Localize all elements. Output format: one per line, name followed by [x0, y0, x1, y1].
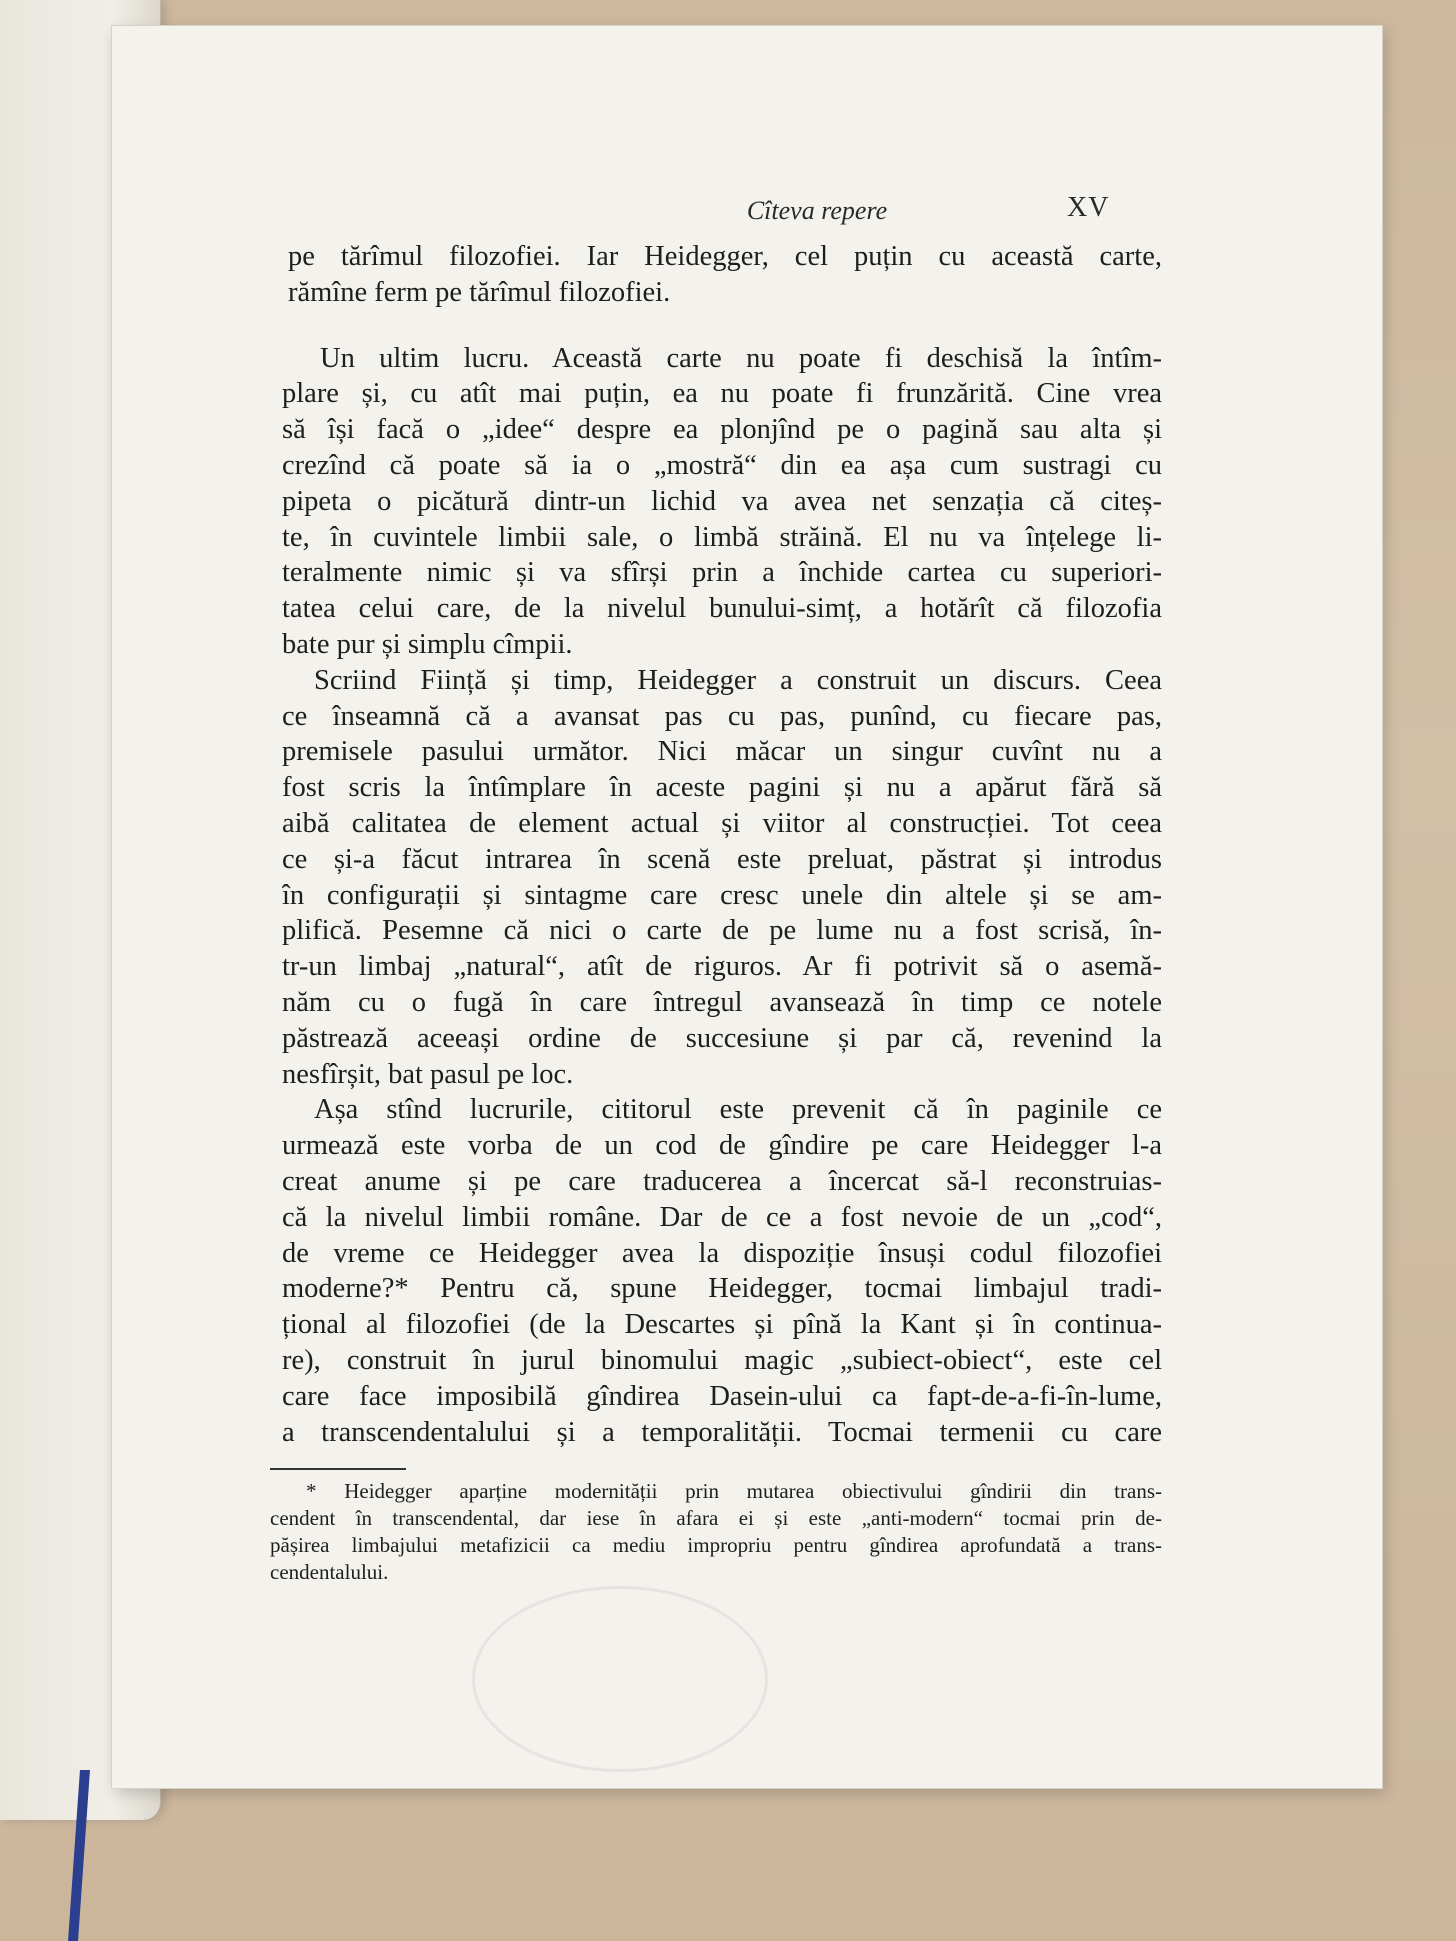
footnote-line: * Heidegger aparține modernității prin mutarea obiectivului gîndirii din trans- [306, 1479, 1162, 1503]
text-line: să își facă o „idee“ despre ea plonjînd pe o pagină sau alta și [282, 414, 1162, 446]
text-line: păstrează aceeași ordine de succesiune și par că, revenind la [282, 1022, 1162, 1054]
text-line: Scriind Ființă și timp, Heidegger a construit un discurs. Ceea [314, 664, 1162, 696]
footnote-rule [270, 1468, 406, 1470]
running-title: Cîteva repere [746, 196, 888, 225]
text-line: ce înseamnă că a avansat pas cu pas, punînd, cu fiecare pas, [282, 700, 1162, 732]
text-line: tr-un limbaj „natural“, atît de riguros. Ar fi potrivit să o asemă- [282, 951, 1162, 983]
text-line: în configurații și sintagme care cresc unele din altele și se am- [282, 879, 1162, 911]
text-line: rămîne ferm pe tărîmul filozofiei. [288, 276, 671, 308]
text-line: plifică. Pesemne că nici o carte de pe lume nu a fost scrisă, în- [282, 915, 1162, 947]
footnote-line: cendentalului. [270, 1560, 389, 1584]
running-head [112, 192, 1382, 230]
text-line: țional al filozofiei (de la Descartes și pînă la Kant și în continua- [282, 1309, 1162, 1341]
text-line: re), construit în jurul binomului magic „subiect-obiect“, este cel [282, 1344, 1162, 1376]
text-line: pipeta o picătură dintr-un lichid va avea net senzația că citeș- [282, 485, 1162, 517]
text-line: moderne?* Pentru că, spune Heidegger, tocmai limbajul tradi- [282, 1273, 1162, 1305]
text-line: pe tărîmul filozofiei. Iar Heidegger, cel puțin cu această carte, [288, 241, 1162, 272]
text-line: urmează este vorba de un cod de gîndire pe care Heidegger l-a [282, 1130, 1162, 1162]
text-line: tatea celui care, de la nivelul bunului-simț, a hotărît că filozofia [282, 593, 1162, 625]
footnote [270, 1478, 1162, 1586]
text-line: plare și, cu atît mai puțin, ea nu poate fi frunzărită. Cine vrea [282, 378, 1162, 410]
text-line: năm cu o fugă în care întregul avansează în timp ce notele [282, 986, 1162, 1018]
book-page [112, 26, 1382, 1788]
text-line: de vreme ce Heidegger avea la dispoziție însuși codul filozofiei [282, 1237, 1162, 1269]
text-line: că la nivelul limbii române. Dar de ce a fost nevoie de un „cod“, [282, 1201, 1162, 1233]
footnote-line: cendent în transcendental, dar iese în afara ei și este „anti-modern“ tocmai prin de- [270, 1506, 1162, 1530]
text-line: te, în cuvintele limbii sale, o limbă străină. El nu va înțelege li- [282, 521, 1162, 553]
text-line: creat anume și pe care traducerea a încercat să-l reconstruias- [282, 1165, 1162, 1197]
text-line: crezînd că poate să ia o „mostră“ din ea așa cum sustragi cu [282, 449, 1162, 481]
text-line: premisele pasului următor. Nici măcar un singur cuvînt nu a [282, 736, 1162, 768]
text-line: a transcendentalului și a temporalității. Tocmai termenii cu care [282, 1416, 1162, 1448]
text-line: Un ultim lucru. Această carte nu poate fi deschisă la întîm- [320, 342, 1162, 374]
text-line: ce și-a făcut intrarea în scenă este preluat, păstrat și introdus [282, 843, 1162, 875]
text-line: bate pur și simplu cîmpii. [282, 628, 573, 660]
text-line: aibă calitatea de element actual și viitor al construcției. Tot ceea [282, 807, 1162, 839]
text-line: Așa stînd lucrurile, cititorul este prevenit că în paginile ce [314, 1094, 1162, 1126]
text-line: care face imposibilă gîndirea Dasein-ului ca fapt-de-a-fi-în-lume, [282, 1380, 1162, 1412]
text-line: fost scris la întîmplare în aceste pagini și nu a apărut fără să [282, 772, 1162, 804]
footnote-line: pășirea limbajului metafizicii ca mediu impropriu pentru gîndirea aprofundată a trans- [270, 1533, 1162, 1557]
body-text [282, 239, 1162, 1450]
page-number: XV [1067, 192, 1110, 223]
paragraph-gap [282, 311, 1162, 341]
text-line: nesfîrșit, bat pasul pe loc. [282, 1058, 574, 1090]
text-line: teralmente nimic și va sfîrși prin a închide cartea cu superiori- [282, 557, 1162, 589]
show-through-stamp [472, 1586, 768, 1772]
